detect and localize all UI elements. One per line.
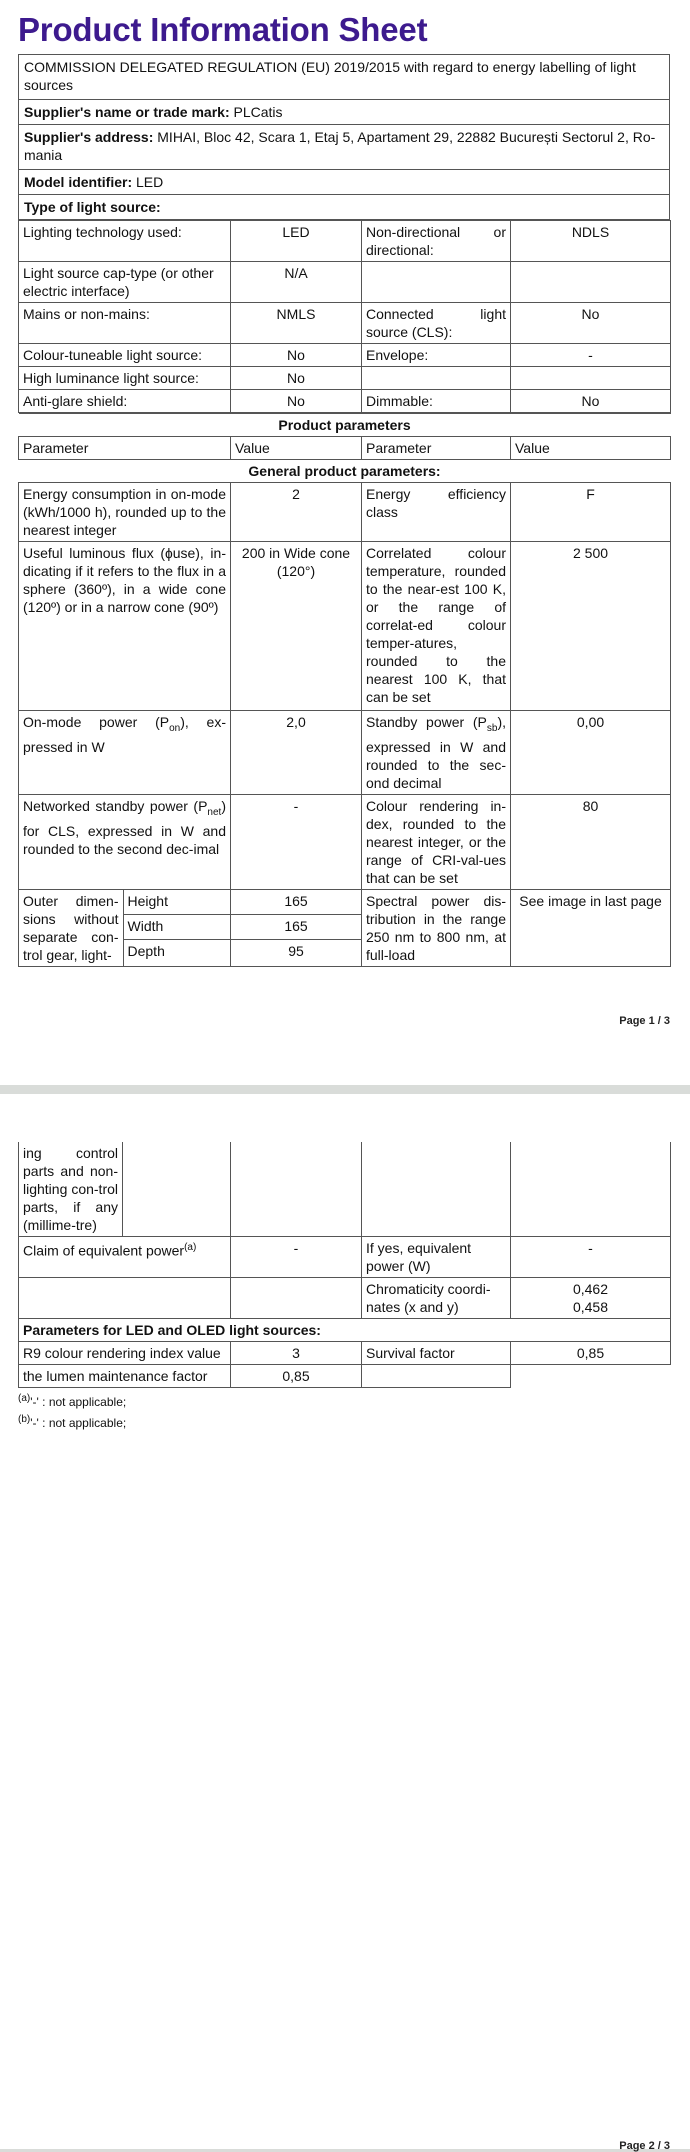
outer-dimensions-table	[19, 890, 231, 966]
page-title: Product Information Sheet	[18, 11, 428, 48]
table-row	[19, 711, 671, 795]
equivalent-power-claim-value: -	[231, 1237, 362, 1278]
product-parameters-table	[18, 413, 671, 967]
r9-index-label: R9 colour rendering index value	[19, 1342, 231, 1365]
model-identifier-label: Model identifier:	[24, 174, 133, 190]
energy-consumption-label: Energy consumption in on-mode (kWh/1000 h), rounded up to the nearest integer	[19, 483, 231, 542]
table-row	[19, 303, 671, 344]
colour-temperature-label: Correlated colour temperature, rounded to the near-est 100 K, or the range of correlat-ed colour temper-atures, rounded to the nearest 100 K, that can be set	[362, 542, 511, 711]
product-parameters-heading: Product parameters	[19, 414, 671, 437]
header-table	[18, 54, 670, 220]
spectral-distribution-value: See image in last page	[511, 889, 671, 966]
table-row	[19, 1365, 671, 1388]
light-source-parameter: Anti-glare shield:	[19, 390, 231, 413]
light-source-value-2: No	[511, 303, 671, 344]
spectral-distribution-label: Spectral power dis-tribution in the range 250 nm to 800 nm, at full-load	[362, 889, 511, 966]
standby-power-label: Standby power $(P_{sb})$, expressed in W and rounded to the sec-ond decimal	[362, 711, 511, 795]
table-row	[19, 390, 671, 413]
lumen-maintenance-label: the lumen maintenance factor	[19, 1365, 231, 1388]
light-source-parameter-2	[362, 367, 511, 390]
light-source-value-2: NDLS	[511, 221, 671, 262]
outer-dimensions-label-continued: ing control parts and non-lighting con-trol parts, if any (millime-tre)	[19, 1142, 123, 1237]
model-identifier-row	[19, 170, 670, 195]
light-source-value-2	[511, 262, 671, 303]
supplier-address-label: Supplier's address:	[24, 129, 154, 145]
on-mode-power-value: 2,0	[231, 711, 362, 795]
table-row	[19, 1142, 671, 1237]
light-source-value: NMLS	[231, 303, 362, 344]
header-parameter: Parameter	[19, 437, 231, 460]
light-source-parameter: High luminance light source:	[19, 367, 231, 390]
light-source-value: No	[231, 390, 362, 413]
colour-rendering-value: 80	[511, 794, 671, 889]
light-source-parameter: Lighting technology used:	[19, 221, 231, 262]
outer-dimensions-label: Outer dimen-sions without separate con-trol gear, light-	[19, 890, 123, 966]
light-source-parameter: Light source cap-type (or other electric interface)	[19, 262, 231, 303]
light-source-parameter-2	[362, 262, 511, 303]
networked-standby-value: -	[231, 794, 362, 889]
general-parameters-heading: General product parameters:	[19, 460, 671, 483]
header-value: Value	[231, 437, 362, 460]
led-parameters-heading: Parameters for LED and OLED light sources:	[19, 1319, 671, 1342]
table-row	[19, 1278, 671, 1319]
light-source-parameter: Mains or non-mains:	[19, 303, 231, 344]
luminous-flux-value: 200 in Wide cone (120°)	[231, 542, 362, 711]
light-source-value-2: -	[511, 344, 671, 367]
type-of-light-source-heading: Type of light source:	[19, 195, 670, 220]
survival-factor-label: Survival factor	[362, 1342, 511, 1365]
table-row	[19, 889, 671, 966]
continued-parameters-table	[18, 1142, 671, 1388]
light-source-value: N/A	[231, 262, 362, 303]
light-source-parameter-2: Envelope:	[362, 344, 511, 367]
table-row	[19, 483, 671, 542]
model-identifier-value: LED	[136, 174, 164, 190]
page-number-1: Page 1 / 3	[619, 1015, 670, 1027]
luminous-flux-label: Useful luminous flux (ɸuse), in-dicating if it refers to the flux in a sphere (360º), in a wide cone (120º) or in a narrow cone (90º)	[19, 542, 231, 711]
colour-temperature-value: 2 500	[511, 542, 671, 711]
supplier-name-value: PLCatis	[233, 104, 283, 120]
supplier-name-label: Supplier's name or trade mark:	[24, 104, 230, 120]
info-sheet-page-1	[18, 10, 670, 967]
chromaticity-label: Chromaticity coordi-nates (x and y)	[362, 1278, 511, 1319]
table-row	[19, 794, 671, 889]
table-row	[19, 367, 671, 390]
colour-rendering-label: Colour rendering in-dex, rounded to the nearest integer, or the range of CRI-val-ues that can be set	[362, 794, 511, 889]
light-source-value: No	[231, 344, 362, 367]
lumen-maintenance-value: 0,85	[231, 1365, 362, 1388]
footnote-a: $^{(a)}$'-' : not applicable;	[18, 1393, 127, 1409]
footnote-b: $^{(b)}$'-' : not applicable;	[18, 1414, 127, 1430]
light-source-value-2: No	[511, 390, 671, 413]
page-number-2: Page 2 / 3	[619, 2140, 670, 2152]
regulation-text: COMMISSION DELEGATED REGULATION (EU) 2019/2015 with regard to energy labelling of light sources	[19, 55, 670, 100]
header-parameter-2: Parameter	[362, 437, 511, 460]
chromaticity-value: 0,462 0,458	[511, 1278, 671, 1319]
standby-power-value: 0,00	[511, 711, 671, 795]
light-source-parameter: Colour-tuneable light source:	[19, 344, 231, 367]
info-sheet-page-2	[18, 1142, 670, 1432]
light-source-parameter-2: Dimmable:	[362, 390, 511, 413]
energy-consumption-value: 2	[231, 483, 362, 542]
footnotes	[18, 1390, 670, 1432]
dimension-height-value: 165	[231, 890, 361, 915]
light-source-value-2	[511, 367, 671, 390]
survival-factor-value: 0,85	[511, 1342, 671, 1365]
supplier-address-row	[19, 125, 670, 170]
equivalent-power-label: If yes, equivalent power (W)	[362, 1237, 511, 1278]
light-source-parameter-2: Connected light source (CLS):	[362, 303, 511, 344]
on-mode-power-label: On-mode power $(P_{on})$, ex-pressed in W	[19, 711, 231, 795]
table-row	[19, 542, 671, 711]
light-source-value: LED	[231, 221, 362, 262]
table-row	[19, 1342, 671, 1365]
light-source-value: No	[231, 367, 362, 390]
energy-class-value: F	[511, 483, 671, 542]
equivalent-power-claim-label: Claim of equivalent power$^{(a)}$	[19, 1237, 231, 1278]
dimension-depth-value: 95	[288, 942, 304, 959]
table-row	[19, 221, 671, 262]
networked-standby-label: Networked standby power $(P_{net})$ for CLS, expressed in W and rounded to the second dec-imal	[19, 794, 231, 889]
dimension-width-label: Width	[124, 914, 232, 939]
dimension-height-label: Height	[124, 890, 232, 915]
dimension-width-value: 165	[231, 914, 361, 939]
equivalent-power-value: -	[511, 1237, 671, 1278]
table-row	[19, 344, 671, 367]
light-source-table	[18, 220, 671, 413]
dimension-depth-label: Depth	[127, 942, 165, 959]
supplier-address-value: MIHAI, Bloc 42, Scara 1, Etaj 5, Apartament 29, 22882 București Sectorul 2, Ro-mania	[24, 129, 656, 163]
light-source-parameter-2: Non-directional or directional:	[362, 221, 511, 262]
table-row	[19, 262, 671, 303]
supplier-name-row	[19, 100, 670, 125]
energy-class-label: Energy efficiency class	[362, 483, 511, 542]
header-value-2: Value	[511, 437, 671, 460]
page-2	[0, 1094, 690, 2152]
r9-index-value: 3	[231, 1342, 362, 1365]
table-row	[19, 1237, 671, 1278]
